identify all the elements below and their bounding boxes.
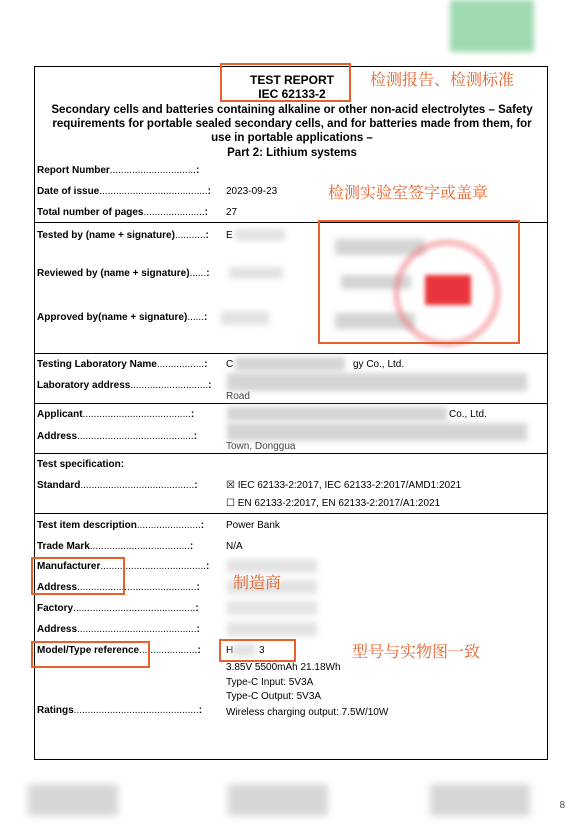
lab-address-value: Road [226,391,250,402]
annotation-box-model-value [219,639,296,662]
annotation-box-manufacturer [31,557,125,595]
address-blur [227,423,527,441]
reviewed-by-blur [229,267,283,279]
rating-line: Type-C Input: 5V3A [226,677,314,688]
address-label: Address..........................................: [37,431,198,442]
approved-by-label: Approved by(name + signature)......: [37,312,208,323]
divider [35,403,547,404]
annotation-box-signature [318,220,520,344]
report-standard: IEC 62133-2 [258,87,326,101]
footer-blur [228,784,328,816]
checked-box-icon: ☒ [226,480,235,491]
annotation-box-title [220,63,351,102]
page-number-fragment: 8 [559,800,565,811]
rating-line: Type-C Output: 5V3A [226,691,322,702]
total-pages-label: Total number of pages......................: [37,207,208,218]
factory-address-label: Address...........................................: [37,624,200,635]
report-description: Secondary cells and batteries containing alkaline or other non-acid electrolytes – Safety requirements for portable sealed secondary cells, and for batteries made from them, for use in portable applications – [51,104,533,144]
date-of-issue-value: 2023-09-23 [226,186,278,197]
test-spec-label: Test specification: [37,459,125,470]
factory-address-blur [227,622,317,636]
test-item-label: Test item description.......................: [37,520,205,531]
divider [35,513,547,514]
footer-blur [430,784,530,816]
lab-address-label: Laboratory address............................: [37,380,212,391]
report-number-label: Report Number...............................: [37,165,200,176]
trade-mark-value: N/A [226,541,243,552]
model-label: Model/Type reference.....................: [37,645,201,656]
testing-lab-name-value: C [226,359,234,370]
lab-name-blur [235,357,345,371]
manufacturer-label: Manufacturer......................................: [37,561,210,572]
standard-option-en: ☐ EN 62133-2:2017, EN 62133-2:2017/A1:2021 [226,498,441,509]
standard-option-iec: ☒ IEC 62133-2:2017, IEC 62133-2:2017/AMD1:2021 [226,480,462,491]
divider [35,453,547,454]
tested-by-value: E [226,230,233,241]
report-part: Part 2: Lithium systems [227,147,357,159]
applicant-value-tail: Co., Ltd. [449,409,487,420]
footer-blur [28,784,118,816]
annotation-note-model-match: 型号与实物图一致 [352,642,481,661]
rating-line: Wireless charging output: 7.5W/10W [226,707,389,718]
trade-mark-label: Trade Mark....................................: [37,541,194,552]
applicant-label: Applicant.......................................: [37,409,195,420]
ratings-label: Ratings.............................................: [37,705,203,716]
manufacturer-address-label: Address...........................................: [37,582,200,593]
approved-by-blur [221,311,269,325]
testing-lab-name-tail: gy Co., Ltd. [353,359,405,370]
lab-address-blur [227,373,527,391]
factory-label: Factory............................................: [37,603,199,614]
total-pages-value: 27 [226,207,238,218]
date-of-issue-label: Date of issue.......................................: [37,186,211,197]
testing-lab-name-label: Testing Laboratory Name.................: [37,359,208,370]
reviewed-by-label: Reviewed by (name + signature)......: [37,268,210,279]
rating-line: 3.85V 5500mAh 21.18Wh [226,662,341,673]
standard-label: Standard.........................................: [37,480,198,491]
applicant-blur [227,407,447,421]
annotation-box-model [31,641,150,668]
tested-by-blur [235,229,285,241]
factory-blur [227,601,317,615]
annotation-note-manufacturer: 制造商 [233,573,282,592]
report-title: TEST REPORT [249,73,334,87]
test-item-value: Power Bank [226,520,280,531]
annotation-note-report-standard: 检测报告、检测标准 [370,70,515,89]
model-value: H [226,645,234,656]
divider [35,353,547,354]
model-value-tail: 3 [259,645,265,656]
annotation-note-lab-signature: 检测实验室签字或盖章 [328,183,489,202]
tested-by-label: Tested by (name + signature)...........: [37,230,209,241]
logo-blur [450,0,534,52]
address-value: Town, Donggua [226,441,296,452]
checkbox-icon: ☐ [226,498,235,509]
